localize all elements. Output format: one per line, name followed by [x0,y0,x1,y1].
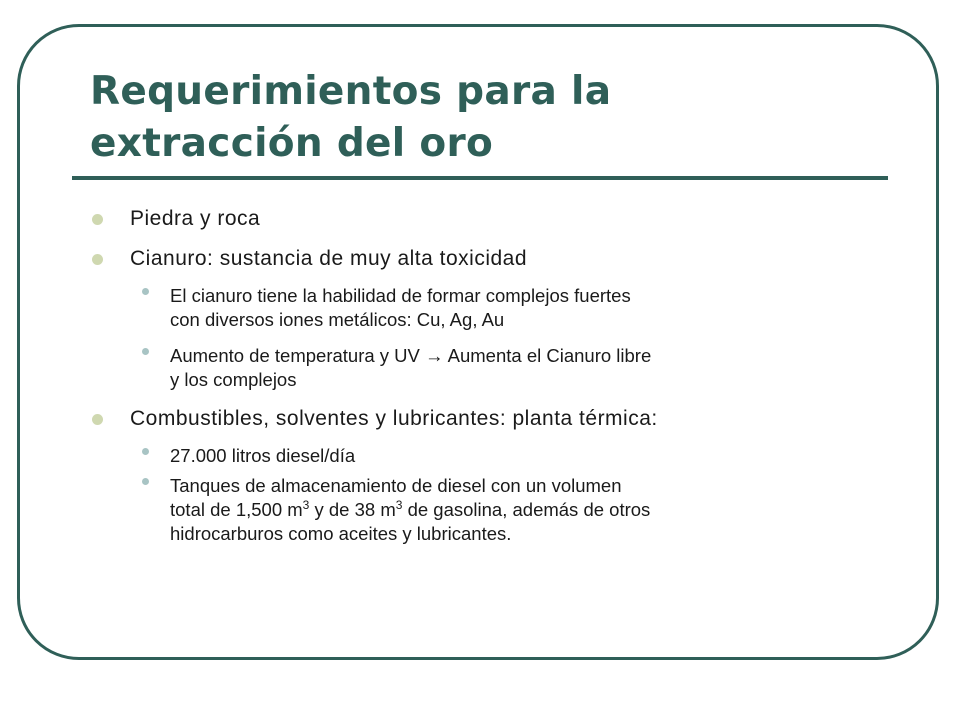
sub-bullet-line-part: total de 1,500 m [170,499,303,520]
bullet-item [90,206,890,232]
slide-title [90,66,910,170]
sub-bullet-dot-icon [142,288,149,295]
sub-bullet-item [90,344,890,392]
sub-bullet-item [90,474,890,546]
sub-bullet-dot-icon [142,448,149,455]
sub-bullet-line-part: y de 38 m [309,499,396,520]
bullet-dot-icon [92,414,103,425]
title-divider [72,176,888,180]
sub-bullet-item [90,284,890,332]
sub-bullet-line: y los complejos [170,369,297,390]
sub-bullet-line: El cianuro tiene la habilidad de formar complejos fuertes [170,285,631,306]
superscript: 3 [395,497,403,512]
bullet-list [90,202,890,546]
sub-bullet-dot-icon [142,478,149,485]
sub-bullet-item [90,444,890,468]
sub-bullet-line: con diversos iones metálicos: Cu, Ag, Au [170,309,505,330]
sub-bullet-dot-icon [142,348,149,355]
title-line-1: Requerimientos para la [90,69,612,114]
bullet-text: Combustibles, solventes y lubricantes: planta térmica: [130,407,658,430]
sub-bullet-line: hidrocarburos como aceites y lubricantes. [170,523,512,544]
sub-bullet-line: Aumento de temperatura y UV → Aumenta el Cianuro libre [170,345,652,366]
bullet-item [90,246,890,272]
superscript: 3 [302,497,310,512]
sub-bullet-line-part: de gasolina, además de otros [402,499,651,520]
bullet-item [90,406,890,432]
bullet-text: Piedra y roca [130,207,261,230]
title-line-2: extracción del oro [90,121,494,166]
bullet-dot-icon [92,214,103,225]
bullet-dot-icon [92,254,103,265]
sub-bullet-line: 27.000 litros diesel/día [170,445,356,466]
bullet-text: Cianuro: sustancia de muy alta toxicidad [130,247,528,270]
sub-bullet-line: Tanques de almacenamiento de diesel con un volumen [170,475,622,496]
